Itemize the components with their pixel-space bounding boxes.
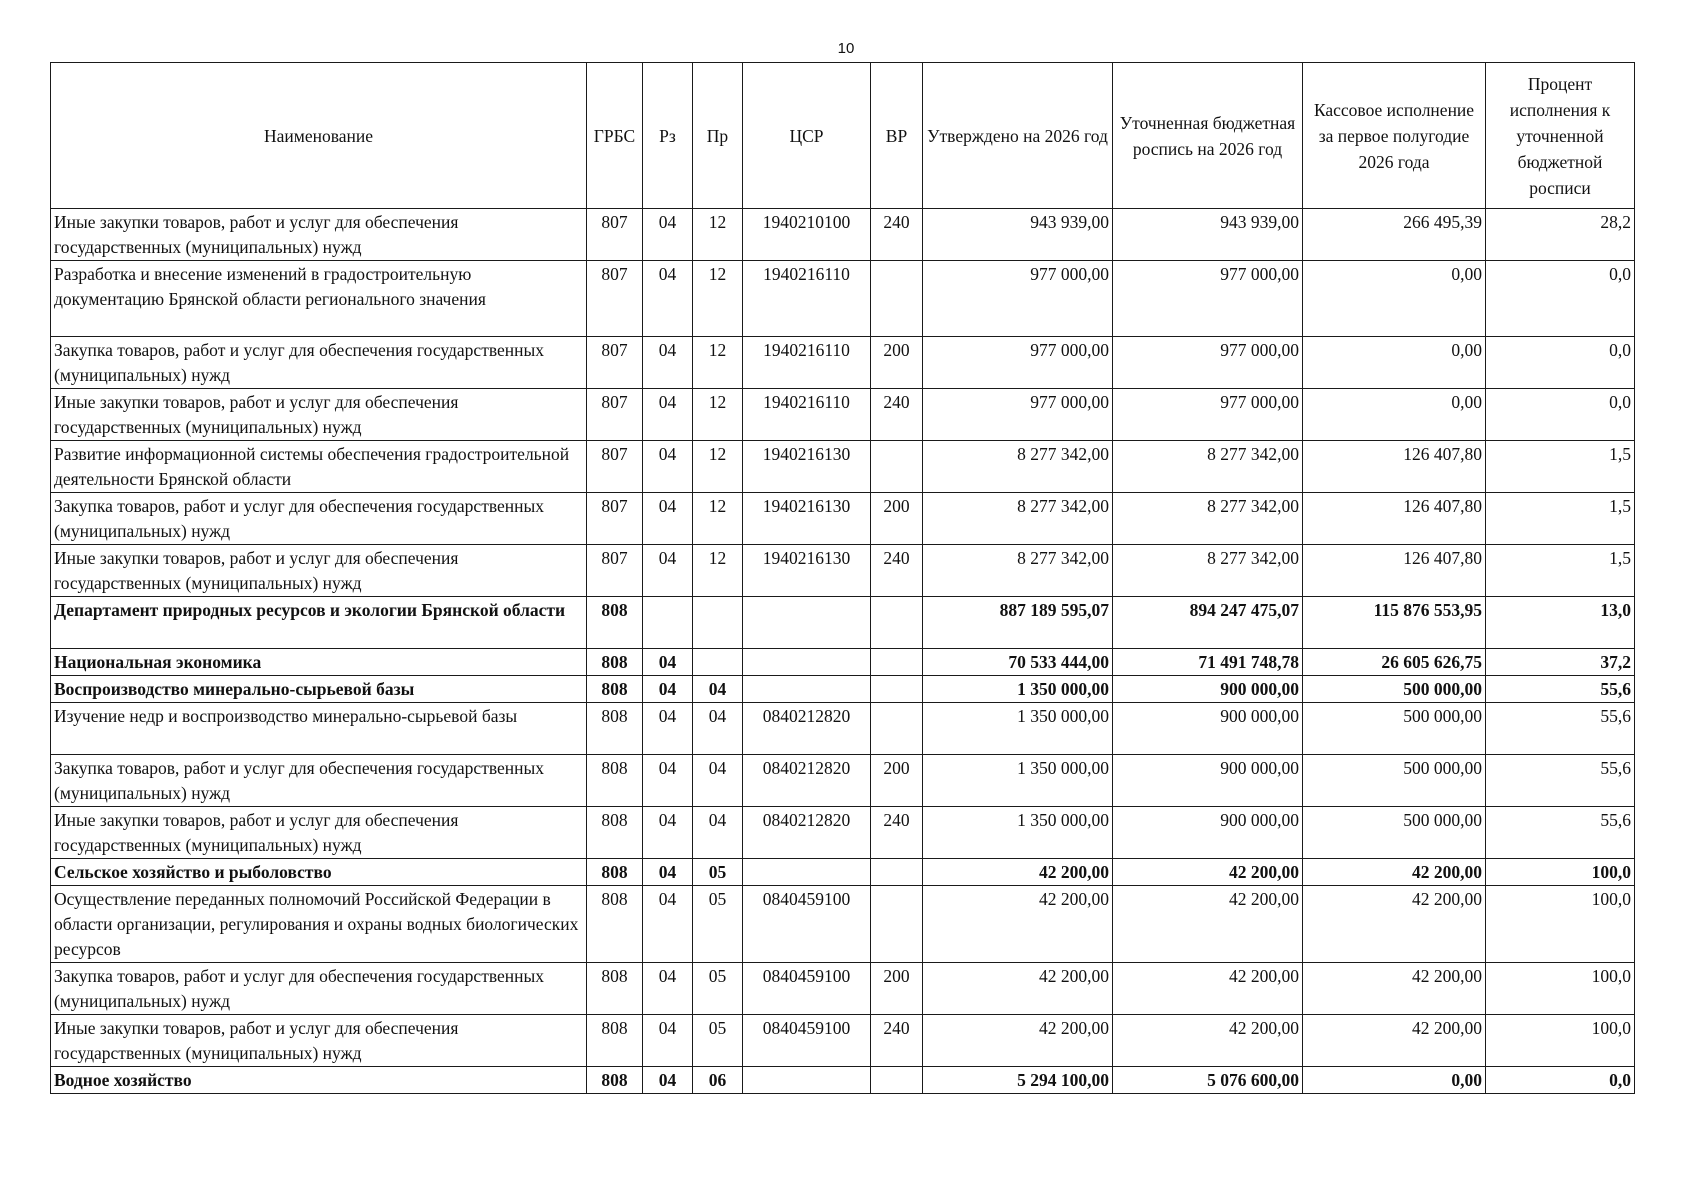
cell-cash: 115 876 553,95 <box>1303 597 1486 649</box>
cell-vr <box>871 597 923 649</box>
cell-grbs: 808 <box>587 859 643 886</box>
cell-refined: 8 277 342,00 <box>1113 493 1303 545</box>
cell-vr <box>871 886 923 963</box>
table-row <box>51 676 1635 703</box>
cell-cash: 266 495,39 <box>1303 209 1486 261</box>
cell-refined: 977 000,00 <box>1113 261 1303 337</box>
table-row <box>51 859 1635 886</box>
cell-pr: 06 <box>693 1067 743 1094</box>
cell-csr: 1940216110 <box>743 337 871 389</box>
header-refined: Уточненная бюджетная роспись на 2026 год <box>1113 63 1303 209</box>
cell-vr <box>871 859 923 886</box>
cell-rz: 04 <box>643 963 693 1015</box>
header-vr: ВР <box>871 63 923 209</box>
cell-name: Изучение недр и воспроизводство минерально-сырьевой базы <box>51 703 587 755</box>
cell-pr: 05 <box>693 1015 743 1067</box>
cell-grbs: 807 <box>587 441 643 493</box>
cell-vr: 200 <box>871 337 923 389</box>
cell-csr: 1940216130 <box>743 441 871 493</box>
cell-name: Закупка товаров, работ и услуг для обеспечения государственных (муниципальных) нужд <box>51 337 587 389</box>
cell-pr: 12 <box>693 493 743 545</box>
cell-percent: 55,6 <box>1486 807 1635 859</box>
cell-refined: 8 277 342,00 <box>1113 441 1303 493</box>
cell-grbs: 808 <box>587 963 643 1015</box>
cell-percent: 0,0 <box>1486 337 1635 389</box>
cell-pr: 05 <box>693 859 743 886</box>
table-row <box>51 441 1635 493</box>
table-row <box>51 1067 1635 1094</box>
cell-grbs: 808 <box>587 1015 643 1067</box>
cell-name: Закупка товаров, работ и услуг для обеспечения государственных (муниципальных) нужд <box>51 963 587 1015</box>
cell-grbs: 808 <box>587 597 643 649</box>
cell-rz: 04 <box>643 703 693 755</box>
cell-name: Иные закупки товаров, работ и услуг для обеспечения государственных (муниципальных) нужд <box>51 807 587 859</box>
cell-name: Иные закупки товаров, работ и услуг для обеспечения государственных (муниципальных) нужд <box>51 209 587 261</box>
cell-rz: 04 <box>643 807 693 859</box>
cell-percent: 13,0 <box>1486 597 1635 649</box>
cell-refined: 8 277 342,00 <box>1113 545 1303 597</box>
cell-rz <box>643 597 693 649</box>
cell-vr <box>871 703 923 755</box>
table-row <box>51 209 1635 261</box>
cell-grbs: 807 <box>587 337 643 389</box>
cell-refined: 900 000,00 <box>1113 703 1303 755</box>
cell-approved: 42 200,00 <box>923 963 1113 1015</box>
cell-rz: 04 <box>643 261 693 337</box>
cell-vr <box>871 261 923 337</box>
cell-percent: 0,0 <box>1486 389 1635 441</box>
cell-name: Иные закупки товаров, работ и услуг для обеспечения государственных (муниципальных) нужд <box>51 1015 587 1067</box>
cell-vr <box>871 649 923 676</box>
cell-approved: 1 350 000,00 <box>923 676 1113 703</box>
cell-approved: 943 939,00 <box>923 209 1113 261</box>
cell-name: Национальная экономика <box>51 649 587 676</box>
cell-grbs: 808 <box>587 703 643 755</box>
cell-csr: 1940216130 <box>743 545 871 597</box>
cell-pr: 05 <box>693 963 743 1015</box>
cell-approved: 887 189 595,07 <box>923 597 1113 649</box>
cell-cash: 500 000,00 <box>1303 676 1486 703</box>
cell-csr: 0840212820 <box>743 703 871 755</box>
header-percent: Процент исполнения к уточненной бюджетной росписи <box>1486 63 1635 209</box>
cell-rz: 04 <box>643 441 693 493</box>
cell-name: Осуществление переданных полномочий Российской Федерации в области организации, регулирования и охраны водных биологических ресурсов <box>51 886 587 963</box>
cell-grbs: 807 <box>587 389 643 441</box>
table-row <box>51 493 1635 545</box>
cell-cash: 500 000,00 <box>1303 755 1486 807</box>
cell-approved: 977 000,00 <box>923 337 1113 389</box>
cell-rz: 04 <box>643 209 693 261</box>
header-rz: Рз <box>643 63 693 209</box>
cell-approved: 5 294 100,00 <box>923 1067 1113 1094</box>
cell-approved: 42 200,00 <box>923 886 1113 963</box>
cell-percent: 100,0 <box>1486 859 1635 886</box>
cell-pr: 12 <box>693 337 743 389</box>
cell-rz: 04 <box>643 755 693 807</box>
cell-grbs: 808 <box>587 807 643 859</box>
cell-refined: 900 000,00 <box>1113 676 1303 703</box>
cell-csr <box>743 649 871 676</box>
cell-rz: 04 <box>643 1015 693 1067</box>
cell-percent: 1,5 <box>1486 493 1635 545</box>
cell-approved: 1 350 000,00 <box>923 703 1113 755</box>
cell-rz: 04 <box>643 649 693 676</box>
cell-name: Водное хозяйство <box>51 1067 587 1094</box>
cell-approved: 977 000,00 <box>923 389 1113 441</box>
cell-cash: 126 407,80 <box>1303 441 1486 493</box>
table-row <box>51 261 1635 337</box>
cell-csr: 0840459100 <box>743 886 871 963</box>
cell-cash: 42 200,00 <box>1303 859 1486 886</box>
cell-grbs: 808 <box>587 886 643 963</box>
cell-rz: 04 <box>643 886 693 963</box>
cell-rz: 04 <box>643 389 693 441</box>
cell-refined: 943 939,00 <box>1113 209 1303 261</box>
budget-table <box>50 62 1635 1094</box>
table-row <box>51 597 1635 649</box>
cell-pr <box>693 597 743 649</box>
cell-name: Развитие информационной системы обеспечения градостроительной деятельности Брянской области <box>51 441 587 493</box>
cell-approved: 70 533 444,00 <box>923 649 1113 676</box>
cell-name: Разработка и внесение изменений в градостроительную документацию Брянской области регионального значения <box>51 261 587 337</box>
cell-csr <box>743 597 871 649</box>
cell-approved: 8 277 342,00 <box>923 545 1113 597</box>
table-row <box>51 649 1635 676</box>
cell-cash: 0,00 <box>1303 337 1486 389</box>
cell-vr: 240 <box>871 389 923 441</box>
cell-csr: 1940216130 <box>743 493 871 545</box>
cell-rz: 04 <box>643 1067 693 1094</box>
cell-percent: 100,0 <box>1486 886 1635 963</box>
cell-pr: 12 <box>693 261 743 337</box>
header-csr: ЦСР <box>743 63 871 209</box>
cell-refined: 977 000,00 <box>1113 337 1303 389</box>
cell-refined: 900 000,00 <box>1113 807 1303 859</box>
cell-csr: 0840212820 <box>743 755 871 807</box>
cell-vr <box>871 676 923 703</box>
cell-refined: 894 247 475,07 <box>1113 597 1303 649</box>
cell-percent: 37,2 <box>1486 649 1635 676</box>
cell-pr: 12 <box>693 545 743 597</box>
cell-csr <box>743 859 871 886</box>
cell-grbs: 807 <box>587 545 643 597</box>
cell-vr: 200 <box>871 963 923 1015</box>
cell-cash: 126 407,80 <box>1303 545 1486 597</box>
cell-cash: 0,00 <box>1303 1067 1486 1094</box>
cell-csr: 0840212820 <box>743 807 871 859</box>
table-row <box>51 963 1635 1015</box>
cell-cash: 126 407,80 <box>1303 493 1486 545</box>
header-name: Наименование <box>51 63 587 209</box>
cell-rz: 04 <box>643 859 693 886</box>
cell-refined: 5 076 600,00 <box>1113 1067 1303 1094</box>
header-approved: Утверждено на 2026 год <box>923 63 1113 209</box>
cell-vr: 240 <box>871 807 923 859</box>
cell-vr: 200 <box>871 755 923 807</box>
cell-percent: 28,2 <box>1486 209 1635 261</box>
cell-grbs: 808 <box>587 1067 643 1094</box>
cell-refined: 977 000,00 <box>1113 389 1303 441</box>
table-header-row <box>51 63 1635 209</box>
cell-refined: 42 200,00 <box>1113 886 1303 963</box>
cell-approved: 8 277 342,00 <box>923 493 1113 545</box>
cell-vr <box>871 1067 923 1094</box>
cell-csr: 1940210100 <box>743 209 871 261</box>
cell-name: Закупка товаров, работ и услуг для обеспечения государственных (муниципальных) нужд <box>51 755 587 807</box>
cell-refined: 42 200,00 <box>1113 859 1303 886</box>
cell-pr: 04 <box>693 676 743 703</box>
cell-vr: 200 <box>871 493 923 545</box>
cell-csr <box>743 1067 871 1094</box>
cell-cash: 26 605 626,75 <box>1303 649 1486 676</box>
table-row <box>51 703 1635 755</box>
cell-rz: 04 <box>643 337 693 389</box>
cell-grbs: 808 <box>587 676 643 703</box>
cell-percent: 0,0 <box>1486 261 1635 337</box>
cell-vr: 240 <box>871 545 923 597</box>
cell-percent: 1,5 <box>1486 441 1635 493</box>
cell-vr <box>871 441 923 493</box>
cell-vr: 240 <box>871 1015 923 1067</box>
table-row <box>51 389 1635 441</box>
cell-csr <box>743 676 871 703</box>
table-row <box>51 337 1635 389</box>
header-grbs: ГРБС <box>587 63 643 209</box>
table-row <box>51 545 1635 597</box>
page-number: 10 <box>837 40 855 57</box>
cell-name: Закупка товаров, работ и услуг для обеспечения государственных (муниципальных) нужд <box>51 493 587 545</box>
cell-name: Сельское хозяйство и рыболовство <box>51 859 587 886</box>
table-row <box>51 886 1635 963</box>
cell-percent: 1,5 <box>1486 545 1635 597</box>
table-row <box>51 755 1635 807</box>
cell-refined: 900 000,00 <box>1113 755 1303 807</box>
cell-refined: 42 200,00 <box>1113 963 1303 1015</box>
cell-cash: 500 000,00 <box>1303 807 1486 859</box>
cell-pr: 04 <box>693 807 743 859</box>
cell-approved: 1 350 000,00 <box>923 807 1113 859</box>
cell-pr <box>693 649 743 676</box>
cell-percent: 55,6 <box>1486 703 1635 755</box>
cell-refined: 42 200,00 <box>1113 1015 1303 1067</box>
cell-rz: 04 <box>643 676 693 703</box>
cell-name: Департамент природных ресурсов и экологии Брянской области <box>51 597 587 649</box>
cell-name: Иные закупки товаров, работ и услуг для обеспечения государственных (муниципальных) нужд <box>51 545 587 597</box>
cell-pr: 04 <box>693 703 743 755</box>
cell-csr: 0840459100 <box>743 1015 871 1067</box>
cell-grbs: 807 <box>587 261 643 337</box>
cell-csr: 1940216110 <box>743 389 871 441</box>
cell-percent: 0,0 <box>1486 1067 1635 1094</box>
cell-vr: 240 <box>871 209 923 261</box>
cell-percent: 100,0 <box>1486 963 1635 1015</box>
cell-rz: 04 <box>643 545 693 597</box>
cell-csr: 0840459100 <box>743 963 871 1015</box>
header-pr: Пр <box>693 63 743 209</box>
cell-cash: 42 200,00 <box>1303 886 1486 963</box>
cell-percent: 100,0 <box>1486 1015 1635 1067</box>
cell-percent: 55,6 <box>1486 755 1635 807</box>
cell-approved: 8 277 342,00 <box>923 441 1113 493</box>
cell-cash: 0,00 <box>1303 389 1486 441</box>
cell-cash: 42 200,00 <box>1303 1015 1486 1067</box>
cell-pr: 05 <box>693 886 743 963</box>
cell-cash: 42 200,00 <box>1303 963 1486 1015</box>
cell-cash: 0,00 <box>1303 261 1486 337</box>
header-cash: Кассовое исполнение за первое полугодие 2026 года <box>1303 63 1486 209</box>
cell-pr: 04 <box>693 755 743 807</box>
cell-approved: 42 200,00 <box>923 859 1113 886</box>
cell-grbs: 807 <box>587 493 643 545</box>
cell-percent: 55,6 <box>1486 676 1635 703</box>
cell-name: Воспроизводство минерально-сырьевой базы <box>51 676 587 703</box>
cell-pr: 12 <box>693 389 743 441</box>
cell-approved: 42 200,00 <box>923 1015 1113 1067</box>
cell-approved: 1 350 000,00 <box>923 755 1113 807</box>
table-row <box>51 1015 1635 1067</box>
cell-grbs: 807 <box>587 209 643 261</box>
cell-grbs: 808 <box>587 649 643 676</box>
cell-grbs: 808 <box>587 755 643 807</box>
cell-cash: 500 000,00 <box>1303 703 1486 755</box>
cell-approved: 977 000,00 <box>923 261 1113 337</box>
cell-pr: 12 <box>693 441 743 493</box>
cell-csr: 1940216110 <box>743 261 871 337</box>
cell-pr: 12 <box>693 209 743 261</box>
cell-name: Иные закупки товаров, работ и услуг для обеспечения государственных (муниципальных) нужд <box>51 389 587 441</box>
table-row <box>51 807 1635 859</box>
cell-rz: 04 <box>643 493 693 545</box>
cell-refined: 71 491 748,78 <box>1113 649 1303 676</box>
